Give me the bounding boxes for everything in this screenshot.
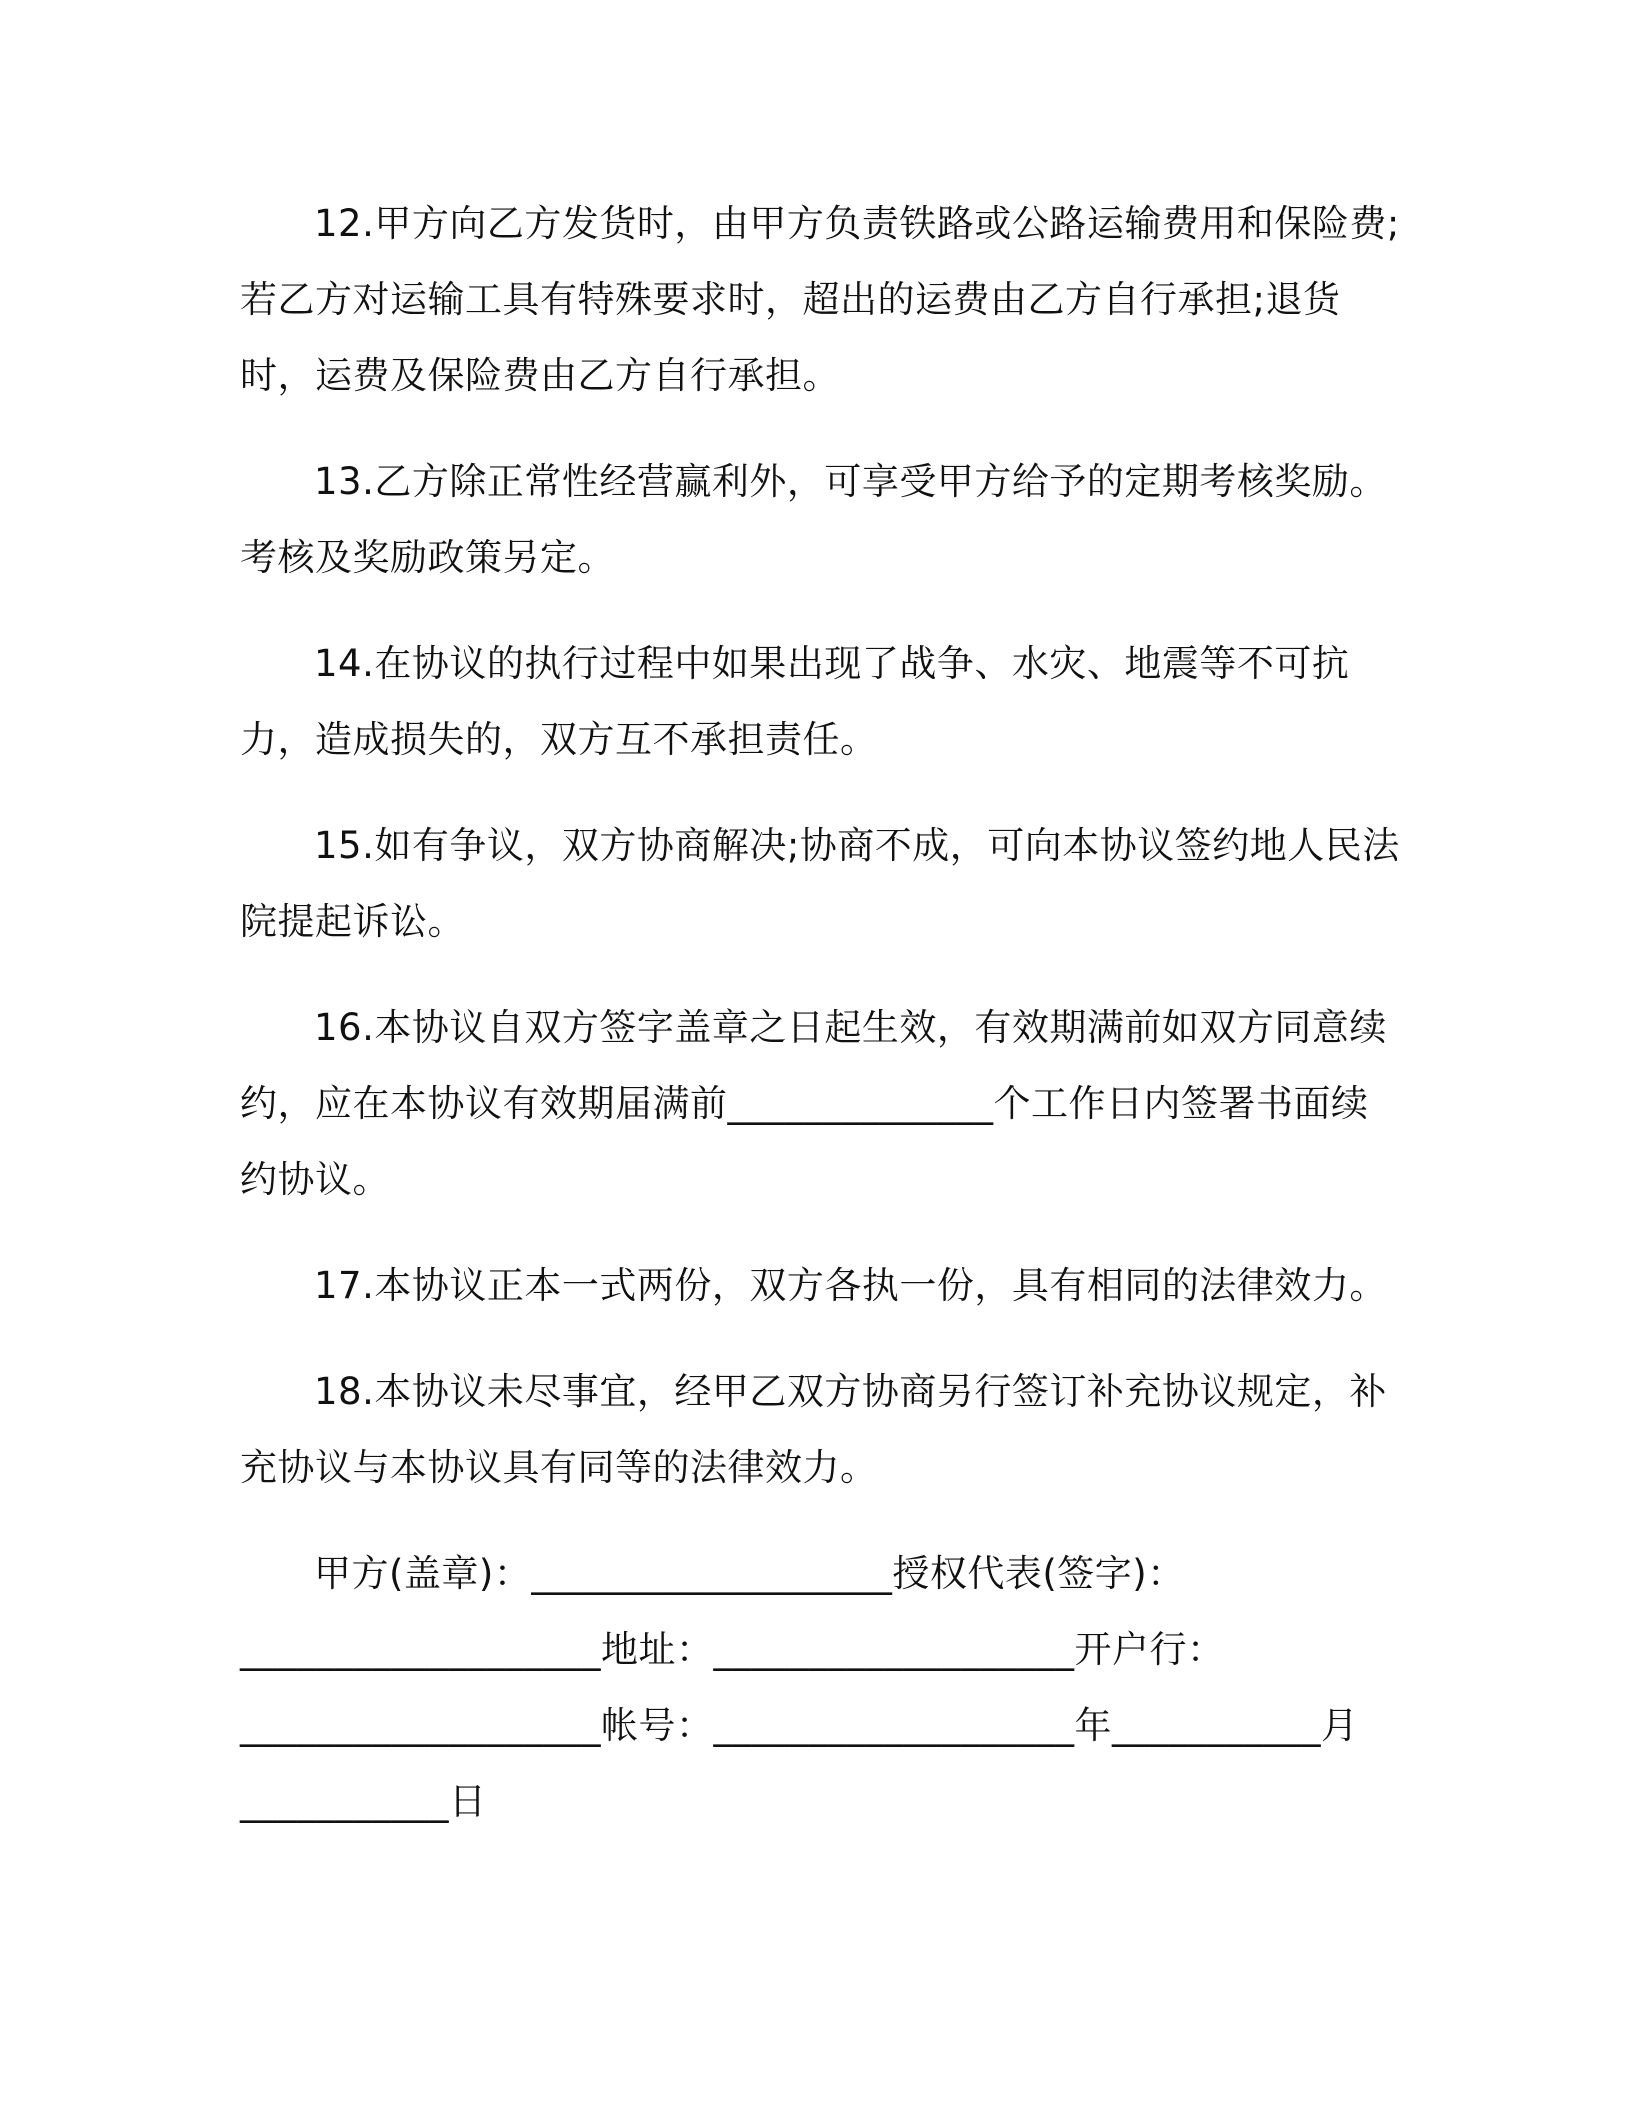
document-page bbox=[240, 186, 1400, 1840]
clause-16: 16.本协议自双方签字盖章之日起生效，有效期满前如双方同意续约，应在本协议有效期届满前______________个工作日内签署书面续约协议。 bbox=[240, 1006, 1387, 1201]
clause-12: 12.甲方向乙方发货时，由甲方负责铁路或公路运输费用和保险费;若乙方对运输工具有特殊要求时，超出的运费由乙方自行承担;退货时，运费及保险费由乙方自行承担。 bbox=[240, 202, 1400, 397]
clause-18: 18.本协议未尽事宜，经甲乙双方协商另行签订补充协议规定，补充协议与本协议具有同等的法律效力。 bbox=[240, 1370, 1387, 1489]
signature-block: 甲方(盖章)：___________________授权代表(签字)：___________________地址：___________________开户行：___________________帐号：___________________年___________月___________日 bbox=[240, 1552, 1359, 1823]
clause-13: 13.乙方除正常性经营赢利外，可享受甲方给予的定期考核奖励。考核及奖励政策另定。 bbox=[240, 460, 1387, 579]
clause-14: 14.在协议的执行过程中如果出现了战争、水灾、地震等不可抗力，造成损失的，双方互不承担责任。 bbox=[240, 642, 1350, 761]
clause-17: 17.本协议正本一式两份，双方各执一份，具有相同的法律效力。 bbox=[314, 1264, 1387, 1307]
clause-15: 15.如有争议，双方协商解决;协商不成，可向本协议签约地人民法院提起诉讼。 bbox=[240, 824, 1400, 943]
